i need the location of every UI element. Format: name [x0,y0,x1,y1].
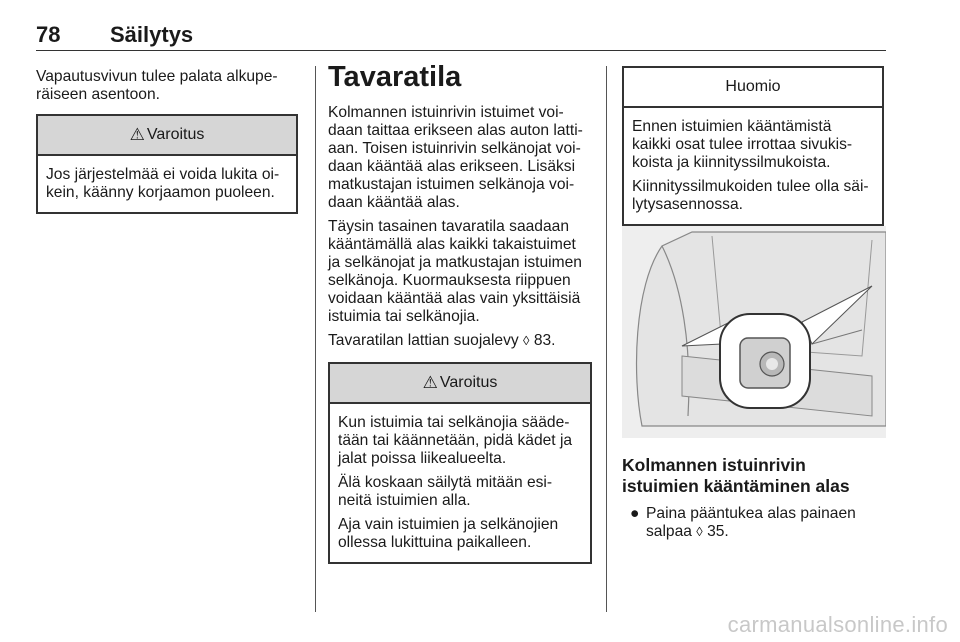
right-column [622,66,884,226]
right-column-lower [622,455,884,547]
section-title: Säilytys [110,22,194,47]
warning-box [328,362,592,564]
warning-triangle-icon: ⚠ [129,125,145,144]
warning-box-header [330,364,590,404]
page-header [36,22,886,52]
column-divider-2 [606,66,607,612]
header-divider [36,50,886,51]
bullet-icon: ● [630,505,640,522]
trunk-seat-release-illustration [622,226,886,438]
warning-text: Älä koskaan säilytä mitään esi-neitä istuimien alla. [338,474,553,509]
section-heading: Tavaratila [328,61,462,93]
paragraph: Kolmannen istuinrivin istuimet voi-daan taittaa erikseen alas auton latti-aan. Toisen istuinrivin selkänojat voi-daan kääntää alas erikseen. Lisäksi matkustajan istuimen selkänoja voi-daan kääntää alas. [328,104,583,211]
intro-paragraph: Vapautusvivun tulee palata alkupe-räiseen asentoon. [36,68,278,103]
notice-box [622,66,884,226]
warning-text: Aja vain istuimien ja selkänojien ollessa lukittuina paikalleen. [338,516,559,551]
reference-text: Tavaratilan lattian suojalevy [328,332,519,349]
column-divider-1 [315,66,316,612]
warning-label: Varoitus [146,126,205,143]
page-number: 78 [36,22,61,47]
warning-text: Kun istuimia tai selkänojia sääde-tään tai käännetään, pidä kädet ja jalat poissa liikealueelta. [338,414,573,467]
warning-label: Varoitus [439,374,498,391]
paragraph: Täysin tasainen tavaratila saadaan kääntämällä alas kaikki takaistuimet ja selkänojat ja matkustajan istuimen selkänoja. Kuormauksesta riippuen voidaan kääntää alas vain yksittäisiä istuimia tai selkänojia. [328,218,582,325]
reference-page-link[interactable]: 35. [707,523,729,540]
notice-text: Kiinnityssilmukoiden tulee olla säi-lytysasennossa. [632,178,869,213]
list-item [622,505,884,541]
subsection-heading: Kolmannen istuinrivin istuimien kääntäminen alas [622,455,850,496]
reference-page-link[interactable]: 83. [533,332,556,349]
left-column [36,68,298,214]
cross-reference-paragraph [328,332,592,350]
notice-label: Huomio [725,78,781,95]
reference-arrow-icon: ◊ [523,333,530,348]
notice-box-header [624,68,882,108]
trunk-illustration [622,226,886,438]
warning-box-header [38,116,296,156]
reference-arrow-icon: ◊ [696,524,703,539]
middle-column [328,60,592,564]
list-item-text: Paina pääntukea alas painaen salpaa [646,505,856,540]
warning-box [36,114,298,214]
notice-text: Ennen istuimien kääntämistä kaikki osat tulee irrottaa sivukis-koista ja kiinnityssilmukoista. [632,118,853,171]
watermark: carmanualsonline.info [727,612,948,637]
warning-text: Jos järjestelmää ei voida lukita oi-kein, käänny korjaamon puoleen. [46,166,280,201]
warning-triangle-icon: ⚠ [422,373,438,392]
